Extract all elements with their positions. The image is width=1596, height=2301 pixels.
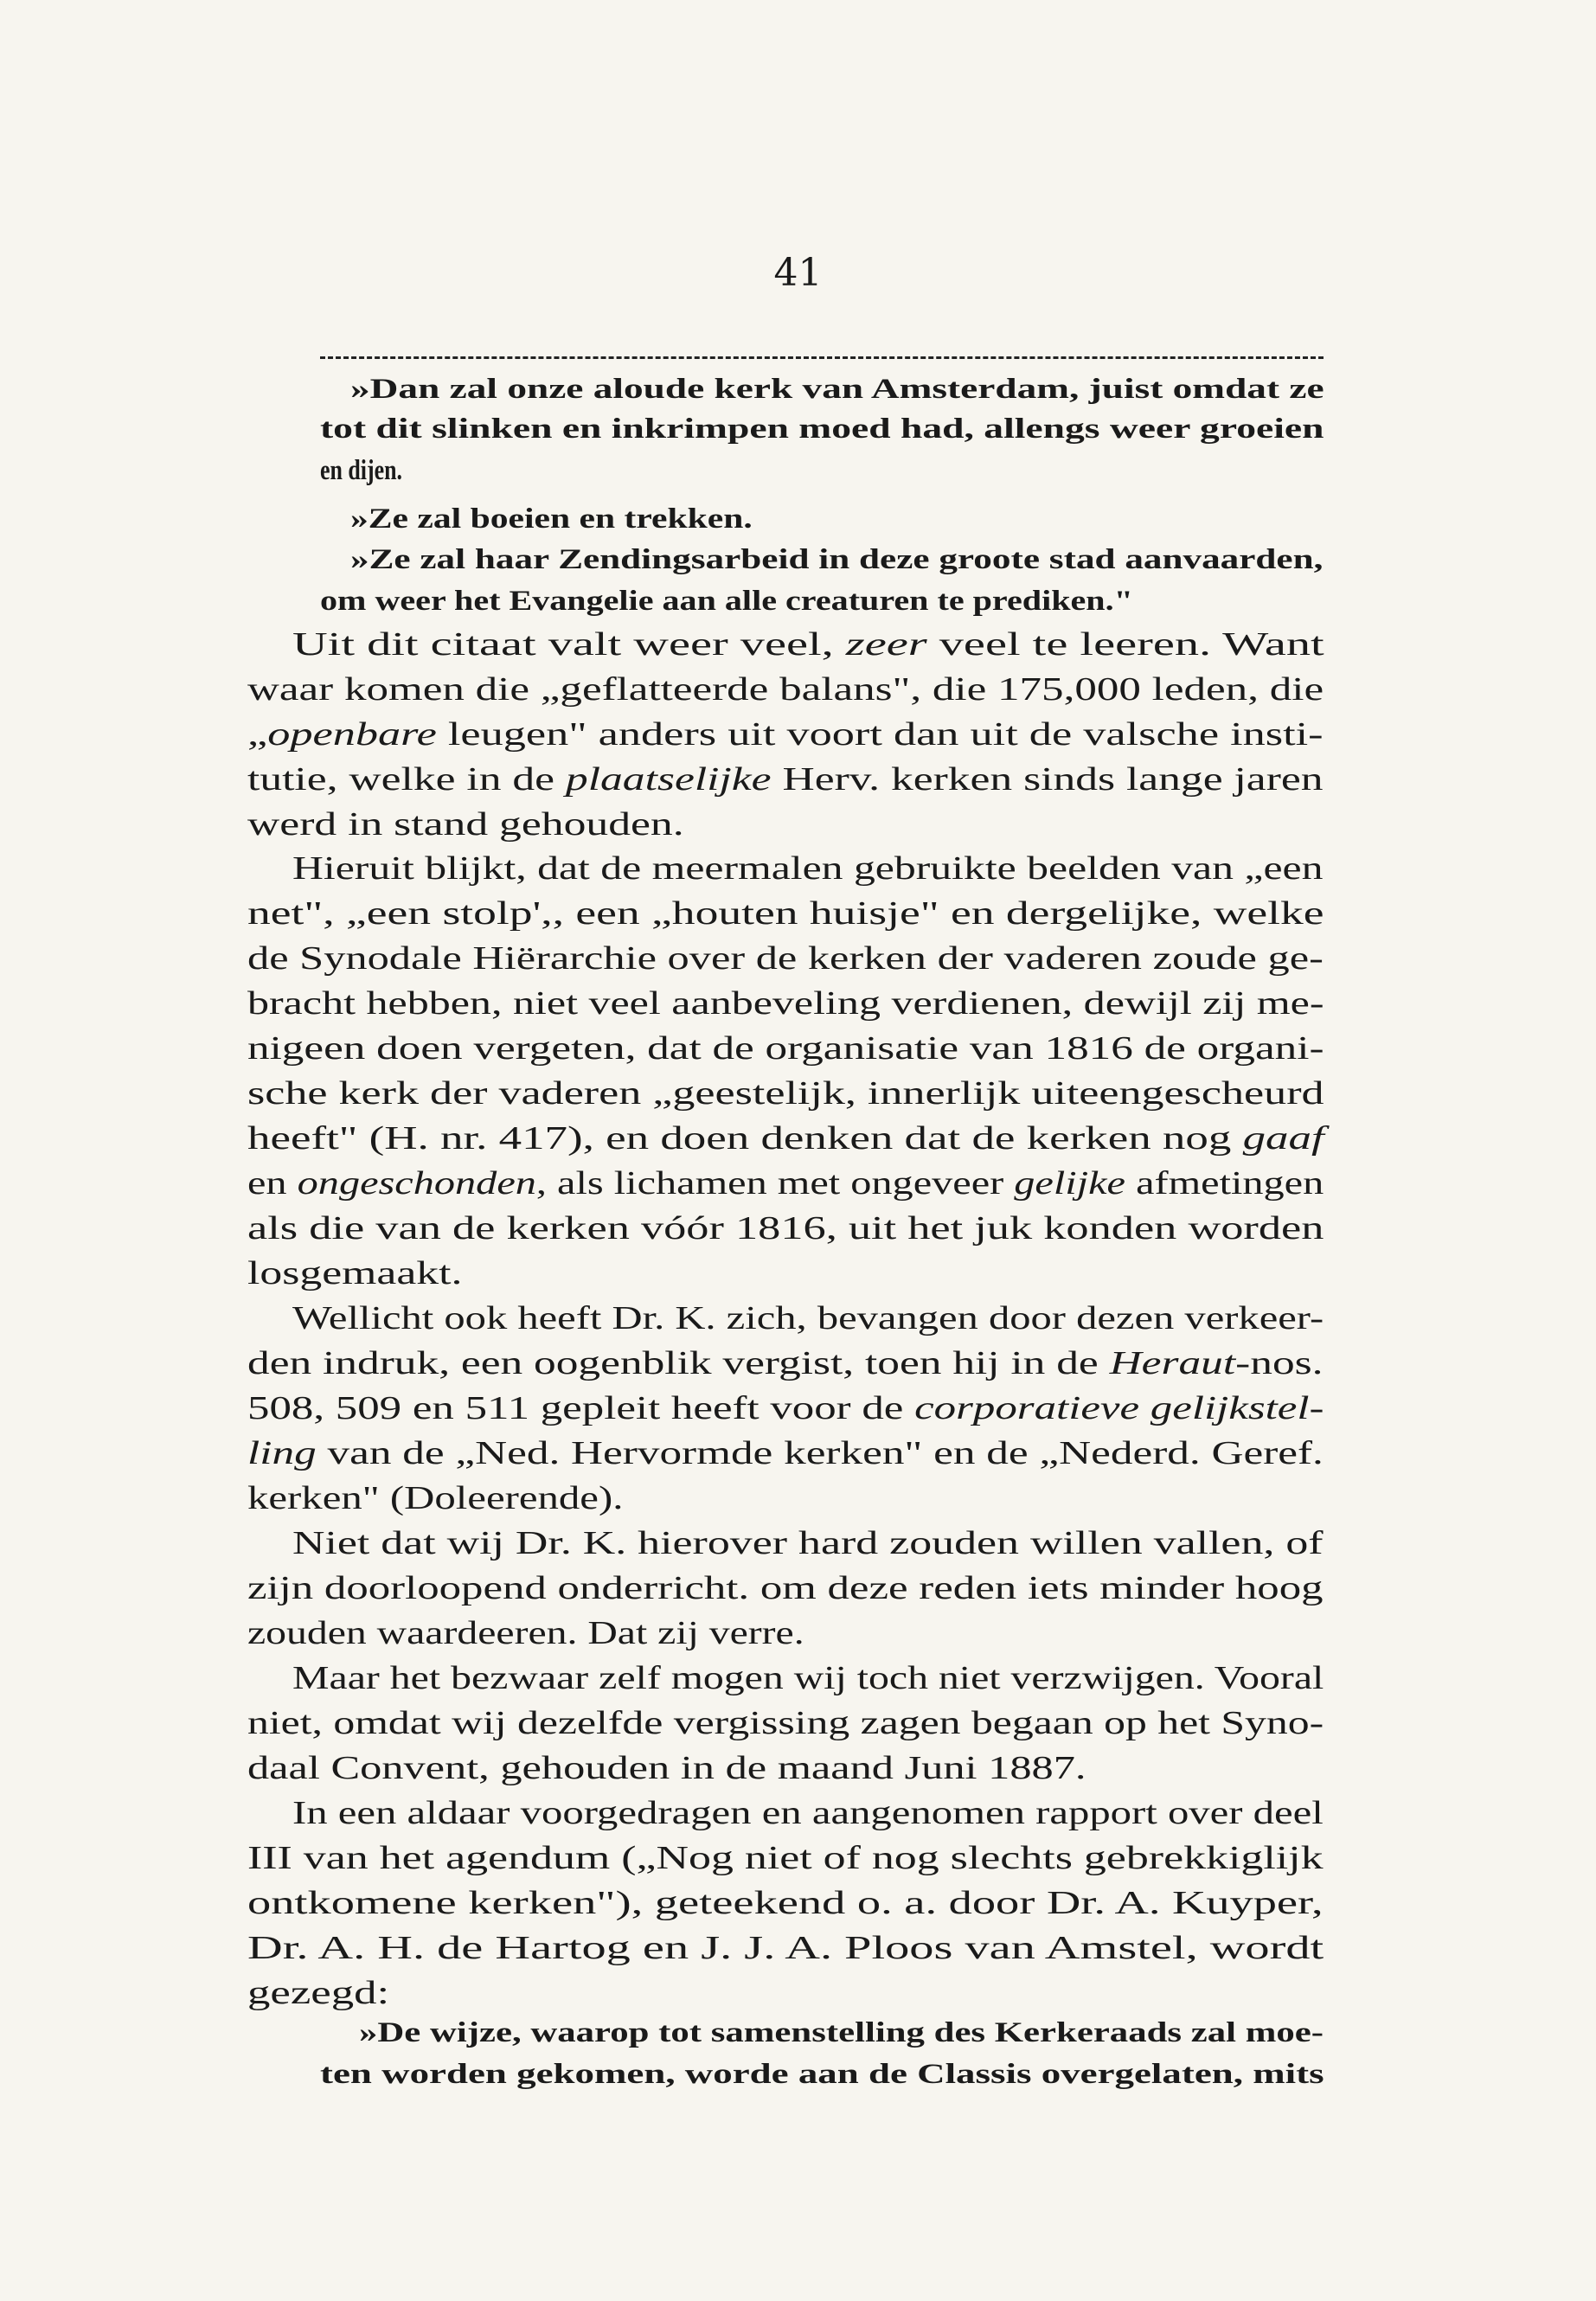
italic-text: gaaf [1242,1120,1324,1157]
text-line [247,1974,389,2012]
text-run: de Synodale Hiërarchie over de kerken der vaderen zoude ge- [247,940,1324,977]
page-number: 41 [773,251,823,295]
text-run: werd in stand gehouden. [247,806,684,843]
text-line [247,1254,462,1292]
text-line [247,1749,1086,1787]
text-run: en [247,1165,298,1202]
italic-text: Heraut [1109,1345,1236,1381]
text-run: losgemaakt. [247,1255,463,1292]
text-line [247,715,1324,753]
text-run: om weer het Evangelie aan alle creaturen te prediken." [320,586,1133,617]
text-line [247,1929,1324,1967]
text-run: Niet dat wij Dr. K. hierover hard zouden willen vallen, of [292,1525,1324,1561]
text-run: »Dan zal onze aloude kerk van Amsterdam, juist omdat ze [350,374,1324,405]
text-run: III van het agendum („Nog niet of nog slechts gebrekkiglijk [247,1840,1324,1876]
text-line [247,1434,1324,1472]
text-line [247,1029,1324,1067]
text-line [320,413,1324,445]
text-line [292,1299,1324,1337]
text-line [247,984,1324,1022]
text-line [247,1884,1324,1922]
text-run: niet, omdat wij dezelfde vergissing zagen begaan op het Syno- [247,1705,1324,1741]
text-line [350,503,753,535]
text-line [320,2059,1324,2091]
text-line [350,544,1323,576]
text-run: Uit dit citaat valt weer veel, [292,626,846,663]
text-line [247,1839,1324,1877]
italic-text: ling [247,1435,317,1471]
text-run: ten worden gekomen, worde aan de Classis overgelaten, mits [320,2059,1324,2090]
text-run: Herv. kerken sinds lange jaren [771,761,1324,798]
text-run: , als lichamen met ongeveer [535,1165,1015,1202]
text-run: afmetingen [1125,1165,1324,1202]
text-run: Dr. A. H. de Hartog en J. J. A. Ploos van Amstel, wordt [247,1930,1324,1966]
text-line [247,1614,804,1652]
text-line [320,455,402,487]
text-line [247,939,1324,977]
text-run: waar komen die „geflatteerde balans", die 175,000 leden, die [247,671,1324,708]
text-run: Hieruit blijkt, dat de meermalen gebruikte beelden van „een [292,850,1324,887]
text-run: zouden waardeeren. Dat zij verre. [247,1615,804,1651]
text-run: net", „een stolp',, een „houten huisje" en dergelijke, welke [247,895,1324,932]
text-run: »De wijze, waarop tot samenstelling des Kerkeraads zal moe- [359,2017,1324,2048]
text-run: -nos. [1235,1345,1324,1381]
italic-text: openbare [267,716,437,753]
text-line [292,625,1324,663]
text-run: daal Convent, gehouden in de maand Juni 1887. [247,1750,1086,1786]
text-run: den indruk, een oogenblik vergist, toen hij in de [247,1345,1110,1381]
text-run: zijn doorloopend onderricht. om deze reden iets minder hoog [247,1570,1324,1606]
text-run: veel te leeren. Want [926,626,1324,663]
text-run: tot dit slinken en inkrimpen moed had, allengs weer groeien [320,413,1324,445]
text-line [247,805,684,843]
text-run: als die van de kerken vóór 1816, uit het juk konden worden [247,1210,1324,1247]
text-line [247,1389,1324,1427]
text-run: bracht hebben, niet veel aanbeveling verdienen, dewijl zij me- [247,985,1324,1022]
text-line [247,1479,623,1517]
text-line [320,586,1133,618]
text-line [247,1074,1324,1112]
text-run: nigeen doen vergeten, dat de organisatie van 1816 de organi- [247,1030,1324,1067]
text-line [292,1659,1324,1697]
text-line [350,374,1324,406]
text-run: tutie, welke in de [247,761,566,798]
text-run: „ [247,716,268,753]
text-line [292,1524,1324,1562]
text-line [247,1569,1324,1607]
text-run: kerken" (Doleerende). [247,1480,624,1516]
text-run: »Ze zal haar Zendingsarbeid in deze groote stad aanvaarden, [350,544,1324,575]
text-line [247,760,1324,798]
text-line [247,670,1324,708]
text-line [292,1794,1324,1832]
text-run: sche kerk der vaderen „geestelijk, innerlijk uiteengescheurd [247,1075,1324,1112]
text-line [247,1344,1323,1382]
text-run: leugen" anders uit voort dan uit de valsche insti- [436,716,1324,753]
italic-text: gelijke [1014,1165,1125,1202]
text-line [247,1164,1324,1202]
text-line [247,894,1324,933]
text-line [247,1119,1324,1157]
italic-text: corporatieve gelijkstel- [914,1390,1324,1426]
text-run: en dijen. [320,455,403,486]
italic-text: ongeschonden [297,1165,536,1202]
text-run: Maar het bezwaar zelf mogen wij toch niet verzwijgen. Vooral [292,1660,1324,1696]
text-run: Wellicht ook heeft Dr. K. zich, bevangen door dezen verkeer- [292,1300,1324,1336]
text-run: van de „Ned. Hervormde kerken" en de „Nederd. Geref. [316,1435,1324,1471]
text-line [247,1209,1324,1247]
text-run: heeft" (H. nr. 417), en doen denken dat de kerken nog [247,1120,1243,1157]
text-run: In een aldaar voorgedragen en aangenomen rapport over deel [292,1795,1324,1831]
italic-text: zeer [845,626,927,663]
italic-text: plaatselijke [565,761,772,798]
header-rule [320,356,1324,359]
text-line [292,849,1323,888]
text-run: »Ze zal boeien en trekken. [350,503,753,535]
text-run: gezegd: [247,1975,390,2011]
text-line [247,1704,1324,1742]
text-run: ontkomene kerken"), geteekend o. a. door Dr. A. Kuyper, [247,1885,1324,1921]
text-line [359,2017,1324,2049]
text-run: 508, 509 en 511 gepleit heeft voor de [247,1390,915,1426]
